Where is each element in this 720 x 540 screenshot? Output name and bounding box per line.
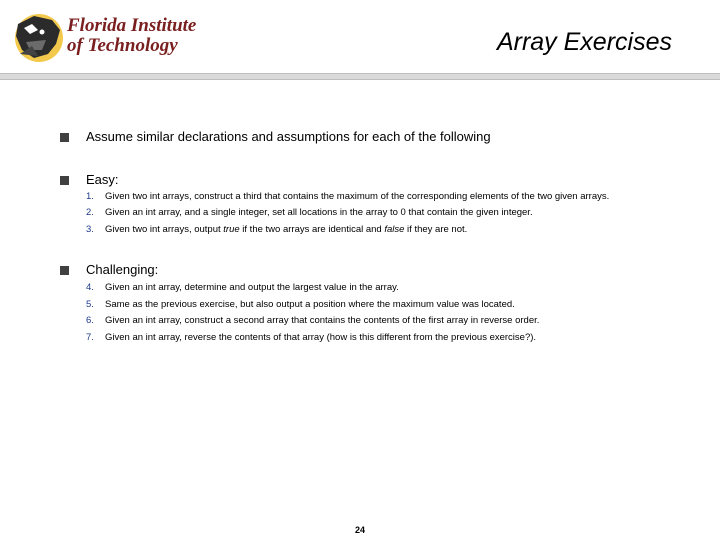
list-item [86, 190, 609, 204]
list-item [86, 206, 533, 220]
item-number: 1. [86, 191, 94, 202]
page-title: Array Exercises [496, 28, 672, 56]
item-text: Given an int array, determine and output the largest value in the array. [105, 282, 399, 293]
item-text-start: Given two int arrays, output [105, 224, 224, 235]
logo-line-2: of Technology [67, 35, 178, 56]
bullet-challenging: Challenging: [86, 262, 159, 277]
list-item [86, 223, 467, 237]
item-number: 2. [86, 207, 94, 218]
item-text: Given an int array, reverse the contents of that array (how is this different from the previous exercise?). [105, 332, 537, 343]
bullet-square-icon [60, 266, 69, 275]
page-number: 24 [355, 525, 366, 535]
item-text-end: if they are not. [404, 224, 468, 235]
bullet-square-icon [60, 133, 69, 142]
item-emphasis-true: true [223, 224, 240, 235]
list-item [86, 314, 539, 328]
logo-line-1: Florida Institute [67, 15, 197, 36]
list-item [86, 331, 536, 345]
item-number: 5. [86, 299, 94, 310]
item-emphasis-false: false [384, 224, 405, 235]
bullet-square-icon [60, 176, 69, 185]
item-number: 3. [86, 224, 94, 235]
item-number: 6. [86, 315, 94, 326]
item-text-middle: if the two arrays are identical and [239, 224, 385, 235]
bullet-easy: Easy: [86, 172, 119, 187]
bullet-intro: Assume similar declarations and assumptions for each of the following [86, 129, 491, 144]
item-text: Same as the previous exercise, but also output a position where the maximum value was located. [105, 299, 515, 310]
list-item [86, 281, 399, 295]
header-divider [0, 73, 720, 80]
fit-logo [12, 10, 197, 65]
item-text: Given two int arrays, construct a third that contains the maximum of the corresponding elements of the two given arrays. [105, 191, 610, 202]
item-text: Given an int array, construct a second array that contains the contents of the first array in reverse order. [105, 315, 540, 326]
item-text: Given an int array, and a single integer, set all locations in the array to 0 that contain the given integer. [105, 207, 533, 218]
item-number: 4. [86, 282, 94, 293]
list-item [86, 298, 515, 312]
item-number: 7. [86, 332, 94, 343]
panther-icon [12, 10, 67, 65]
